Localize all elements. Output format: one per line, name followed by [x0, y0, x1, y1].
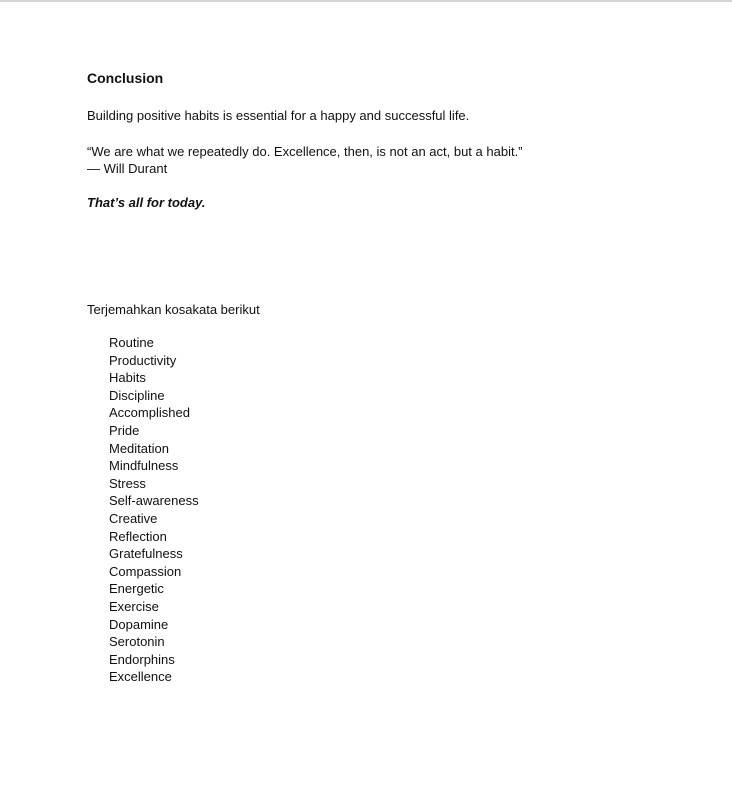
section-heading: Conclusion: [87, 70, 164, 86]
vocabulary-item: Habits: [109, 370, 146, 386]
vocabulary-item: Self-awareness: [109, 493, 199, 509]
vocabulary-item: Gratefulness: [109, 546, 183, 562]
closing-line: That’s all for today.: [87, 195, 206, 210]
vocabulary-item: Productivity: [109, 352, 177, 368]
vocabulary-item: Reflection: [109, 528, 167, 544]
vocabulary-instruction: Terjemahkan kosakata berikut: [87, 302, 260, 317]
vocabulary-item: Meditation: [109, 440, 169, 456]
quote-author: — Will Durant: [87, 161, 168, 176]
vocabulary-item: Discipline: [109, 387, 165, 403]
vocabulary-item: Endorphins: [109, 651, 175, 667]
vocabulary-item: Pride: [109, 422, 140, 438]
vocabulary-item: Excellence: [109, 669, 172, 685]
vocabulary-list: [109, 334, 199, 686]
vocabulary-item: Serotonin: [109, 634, 165, 650]
page-top-border: [0, 0, 732, 2]
vocabulary-item: Compassion: [109, 563, 182, 579]
vocabulary-item: Creative: [109, 510, 158, 526]
vocabulary-item: Energetic: [109, 581, 164, 597]
vocabulary-item: Dopamine: [109, 616, 169, 632]
vocabulary-item: Stress: [109, 475, 146, 491]
vocabulary-item: Accomplished: [109, 405, 190, 421]
intro-paragraph: Building positive habits is essential for a happy and successful life.: [87, 108, 470, 123]
vocabulary-item: Exercise: [109, 598, 159, 614]
vocabulary-item: Routine: [109, 335, 154, 350]
quote-text: “We are what we repeatedly do. Excellence, then, is not an act, but a habit.”: [87, 144, 523, 159]
vocabulary-item: Mindfulness: [109, 458, 179, 474]
